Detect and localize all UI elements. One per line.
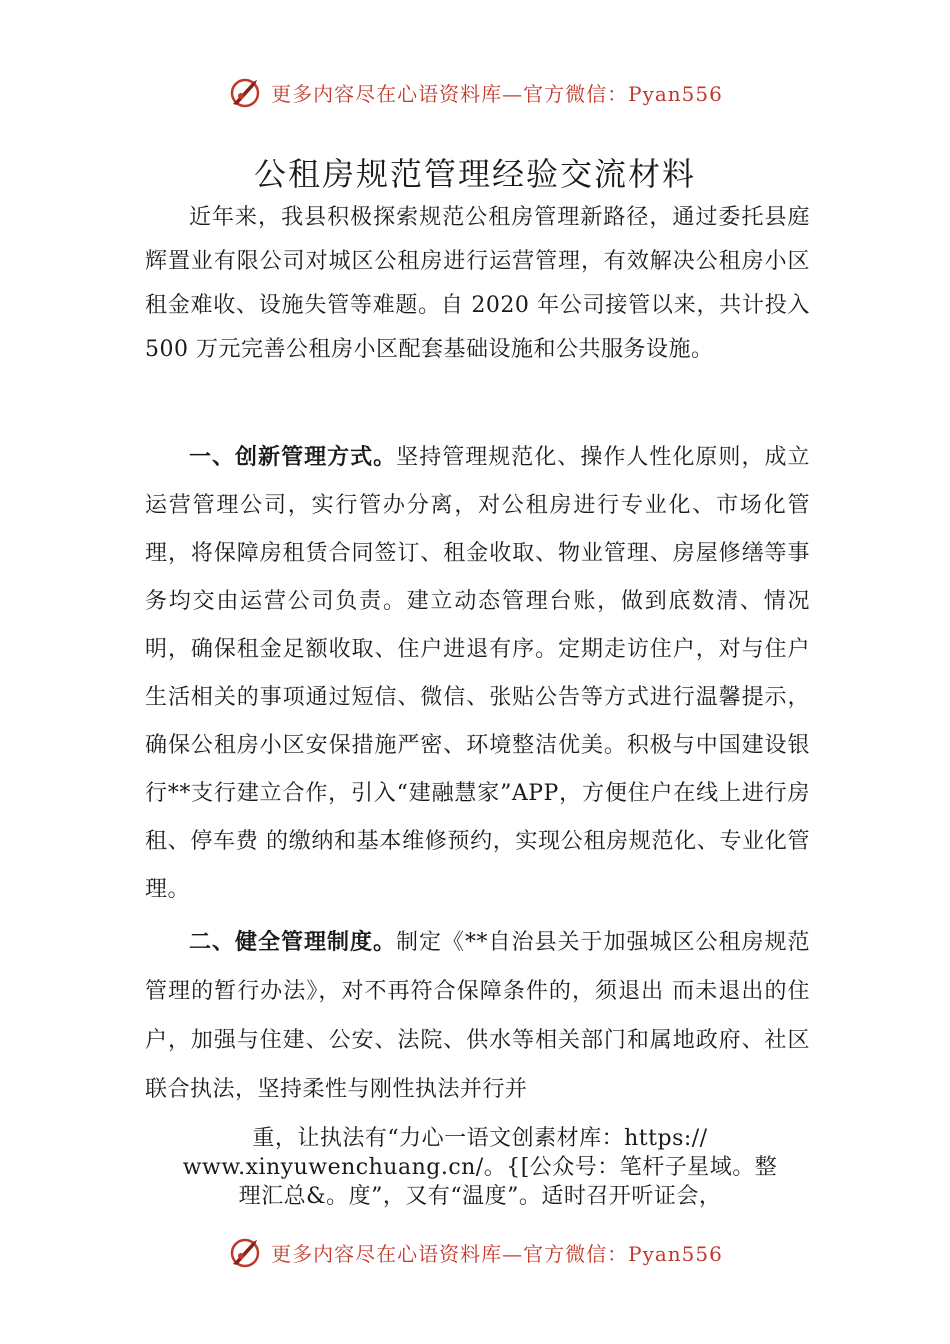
document-title: 公租房规范管理经验交流材料 xyxy=(253,155,696,194)
section-1-paragraph xyxy=(145,434,810,914)
pen-nib-circle-logo xyxy=(227,74,263,110)
watermark-banner-bottom xyxy=(0,1230,950,1274)
footer-line-1: 重，让执法有“力心一语文创素材库：https:// xyxy=(252,1126,708,1151)
section-2-body: 制定《**自治县关于加强城区公租房规范管理的暂行办法》，对不再符合保障条件的，须退出 而未退出的住户，加强与住建、公安、法院、供水等相关部门和属地政府、社区联合执法，坚持柔性与刚性执法并行并 xyxy=(145,930,810,1102)
watermark-banner-top xyxy=(0,70,950,114)
footer-line-3: 理汇总&。度”，又有“温度”。适时召开听证会， xyxy=(238,1184,722,1209)
footer-line-2: www.xinyuwenchuang.cn/。{[公众号：笔杆子星域。整 xyxy=(182,1155,778,1180)
intro-paragraph: 近年来，我县积极探索规范公租房管理新路径，通过委托县庭辉置业有限公司对城区公租房进行运营管理，有效解决公租房小区租金难收、设施失管等难题。自 2020 年公司接管以来，共计投入 500 万元完善公租房小区配套基础设施和公共服务设施。 xyxy=(145,205,810,362)
section-2-paragraph xyxy=(145,918,810,1114)
footer-text xyxy=(140,1124,820,1211)
watermark-text: 更多内容尽在心语资料库—官方微信：Pyan556 xyxy=(271,81,723,106)
pen-nib-circle-logo xyxy=(227,1234,263,1270)
section-2-heading: 二、健全管理制度。 xyxy=(189,930,396,955)
section-1-heading: 一、创新管理方式。 xyxy=(189,445,397,470)
watermark-text: 更多内容尽在心语资料库—官方微信：Pyan556 xyxy=(271,1241,723,1266)
section-1-body: 坚持管理规范化、操作人性化原则，成立运营管理公司，实行管办分离，对公租房进行专业化、市场化管理，将保障房租赁合同签订、租金收取、物业管理、房屋修缮等事务均交由运营公司负责。建立动态管理台账，做到底数清、情况明，确保租金足额收取、住户进退有序。定期走访住户，对与住户生活相关的事项通过短信、微信、张贴公告等方式进行温馨提示，确保公租房小区安保措施严密、环境整洁优美。积极与中国建设银行**支行建立合作，引入“建融慧家”APP，方便住户在线上进行房租、停车费 的缴纳和基本维修预约，实现公租房规范化、专业化管理。 xyxy=(145,445,810,902)
